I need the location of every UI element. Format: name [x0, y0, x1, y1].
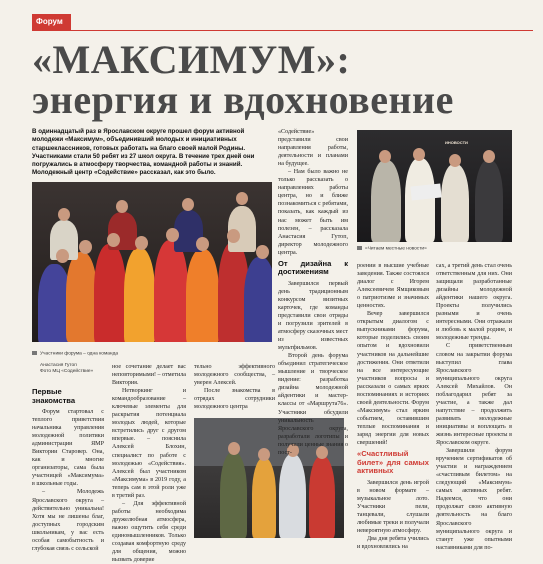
credit-source: Фото МЦ «Содействие»	[40, 369, 94, 374]
team-photo	[32, 182, 272, 342]
headline-line-1: «МАКСИМУМ»:	[32, 37, 351, 82]
rubric-rule	[32, 30, 533, 31]
team-photo-caption-text: Участники форума – одна команда	[40, 351, 119, 357]
col3-paragraph-1: тельно эффективного молодежного сообщества, – уверен Алексей.	[194, 364, 275, 387]
headline-line-2: энергия и вдохновение	[32, 77, 454, 122]
column-4	[278, 128, 348, 457]
article-headline	[32, 37, 532, 122]
column-5	[357, 262, 429, 551]
col1-paragraph-1: Форум стартовал с теплого приветствия начальника управления молодежной политики администрации ЯМР Виктории Старовер. Она, как и многие организаторы, сама была участницей «Максимума» в школьные годы.	[32, 409, 104, 488]
col5-paragraph-3: Завершился день игрой в новом формате – музыкальное лото. Участники пели, танцевали, слушали любимые треки и получали невероятную атмосферу.	[357, 479, 429, 534]
rubric-bar	[0, 14, 543, 30]
rubric-label: Форум	[32, 14, 71, 30]
col2-paragraph-2: Нетворкинг и командообразование – ключевые элементы для раскрытия потенциала молодых людей, которые встретились друг с другом впервые. – пояснила Алексей Блохин, специалист по работе с молодежью «Содействия». Алексей был участником «Максимума» в 2019 году, а теперь сам в этой роли уже в третий раз.	[112, 388, 186, 499]
col2-paragraph-1: ное сочетание делает вас неповторимыми! – отметила Виктория.	[112, 364, 186, 387]
col5-paragraph-4: Два дня ребята учились и вдохновлялись на	[357, 535, 429, 550]
subhead-first-meetings: Первые знакомства	[32, 387, 76, 405]
col1-paragraph-2: – Молодежь Ярославского округа – действительно уникальна! Хотя мы не лишены благ, доступных городским школьникам, у вас есть особая самобытность и глубокая связь с сельской	[32, 489, 104, 552]
subhead-happy-ticket: «Счастливый билет» для самых активных	[357, 449, 429, 476]
credit-author: Анастасия Гутоп	[40, 363, 77, 368]
news-photo	[357, 130, 512, 242]
column-2	[112, 363, 186, 564]
col4-paragraph-3: Завершился первый день традиционным конкурсом визитных карточек, где команды представили свои отряды и погрузили зрителей в атмосферу сказочных мест из известных мультфильмов.	[278, 280, 348, 352]
news-photo-caption	[357, 246, 512, 252]
col6-paragraph-1: сах, а третий день стал очень ответственным для них. Они защищали разработанные дизайны молодежной айдентики нашего округа. Проекты получились разными и очень интересными. Они отражали и любовь к малой родине, и молодежные тренды.	[436, 263, 512, 342]
col4-paragraph-2: – Нам было важно не только рассказать о направлениях работы центра, но и ближе познакомиться с ребятами, показать, как каждый из нас может быть им полезен, – рассказала Анастасия Гутоп, директор молодежного центра.	[278, 169, 348, 256]
col6-paragraph-2: С приветственным словом на закрытии форума выступил глава Ярославского муниципального округа Алексей Михайлов. Он поблагодарил ребят за участие, а также дал напутствие – продолжить развивать молодежные инициативы и воплощать в жизнь интересные проекты в Ярославском округе.	[436, 343, 512, 447]
col3-paragraph-2: После знакомства в отрядах сотрудники молодежного центра	[194, 388, 275, 411]
news-photo-slogan: ИНОВОСТИ	[445, 140, 468, 145]
caption-marker-icon	[32, 351, 37, 355]
team-photo-caption	[32, 351, 272, 357]
subhead-design-achievements: От дизайна к достижениям	[278, 258, 348, 277]
col5-paragraph-2: Вечер завершился открытым диалогом с выпускниками форума, которые поделились своим опытом и вдохновили участников на дальнейшие достижения. Они ответили на все интересующие участников вопросы и рассказали о самых ярких воспоминаниях и историях своей деятельности. Форум «Максимум» стал ярким событием, оставившим теплые воспоминания и заряд энергии для новых свершений!	[357, 311, 429, 447]
col5-paragraph-1: роении в высшие учебные заведения. Также состоялся диалог с Игорем Алексеевичем Ямщиковым о патриотизме и значимых ценностях.	[357, 263, 429, 310]
column-3	[194, 363, 275, 411]
col2-paragraph-3: – Для эффективной работы необходима дружелюбная атмосфера, важно ощутить себя среди единомышленников. Только создавая комфортную среду для общения, можно вызвать доверие	[112, 500, 186, 564]
column-1	[32, 385, 104, 553]
caption-marker-icon	[357, 246, 362, 250]
col4-paragraph-4: Второй день форума объединил стратегическое мышление и творческое видение: разработка дизайна молодежной айдентики и мастер-классы от «Маршрута76». Участники обсудили уникальность Ярославского округа, разработали логотипы и получили ценные знания о пост-	[278, 353, 348, 456]
col6-paragraph-3: Завершили форум вручением сертификатов об участии и награждением «счастливым билетом» на следующий «Максимум» самых активных ребят. Надеемся, что они продолжат свою активную деятельность на благо Ярославского муниципального округа и станут уже опытными наставниками для по-	[436, 448, 512, 551]
news-photo-caption-text: «Читаем местные новости»	[365, 246, 427, 252]
column-6	[436, 262, 512, 552]
article-lead: В одиннадцатый раз в Ярославском округе прошел форум активной молодежи «Максимум», объединивший молодых и инициативных старшеклассников, готовых работать на благо своей малой Родины. Участниками стали 50 ребят из 27 школ округа. В течение трех дней они погружались в атмосферу творчества, командной работы и знаний. Молодежный центр «Содействие» рассказал, как это было.	[32, 128, 255, 177]
col4-paragraph-1: «Содействие» представили свои направления работы, деятельности и планами на будущее.	[278, 129, 348, 168]
